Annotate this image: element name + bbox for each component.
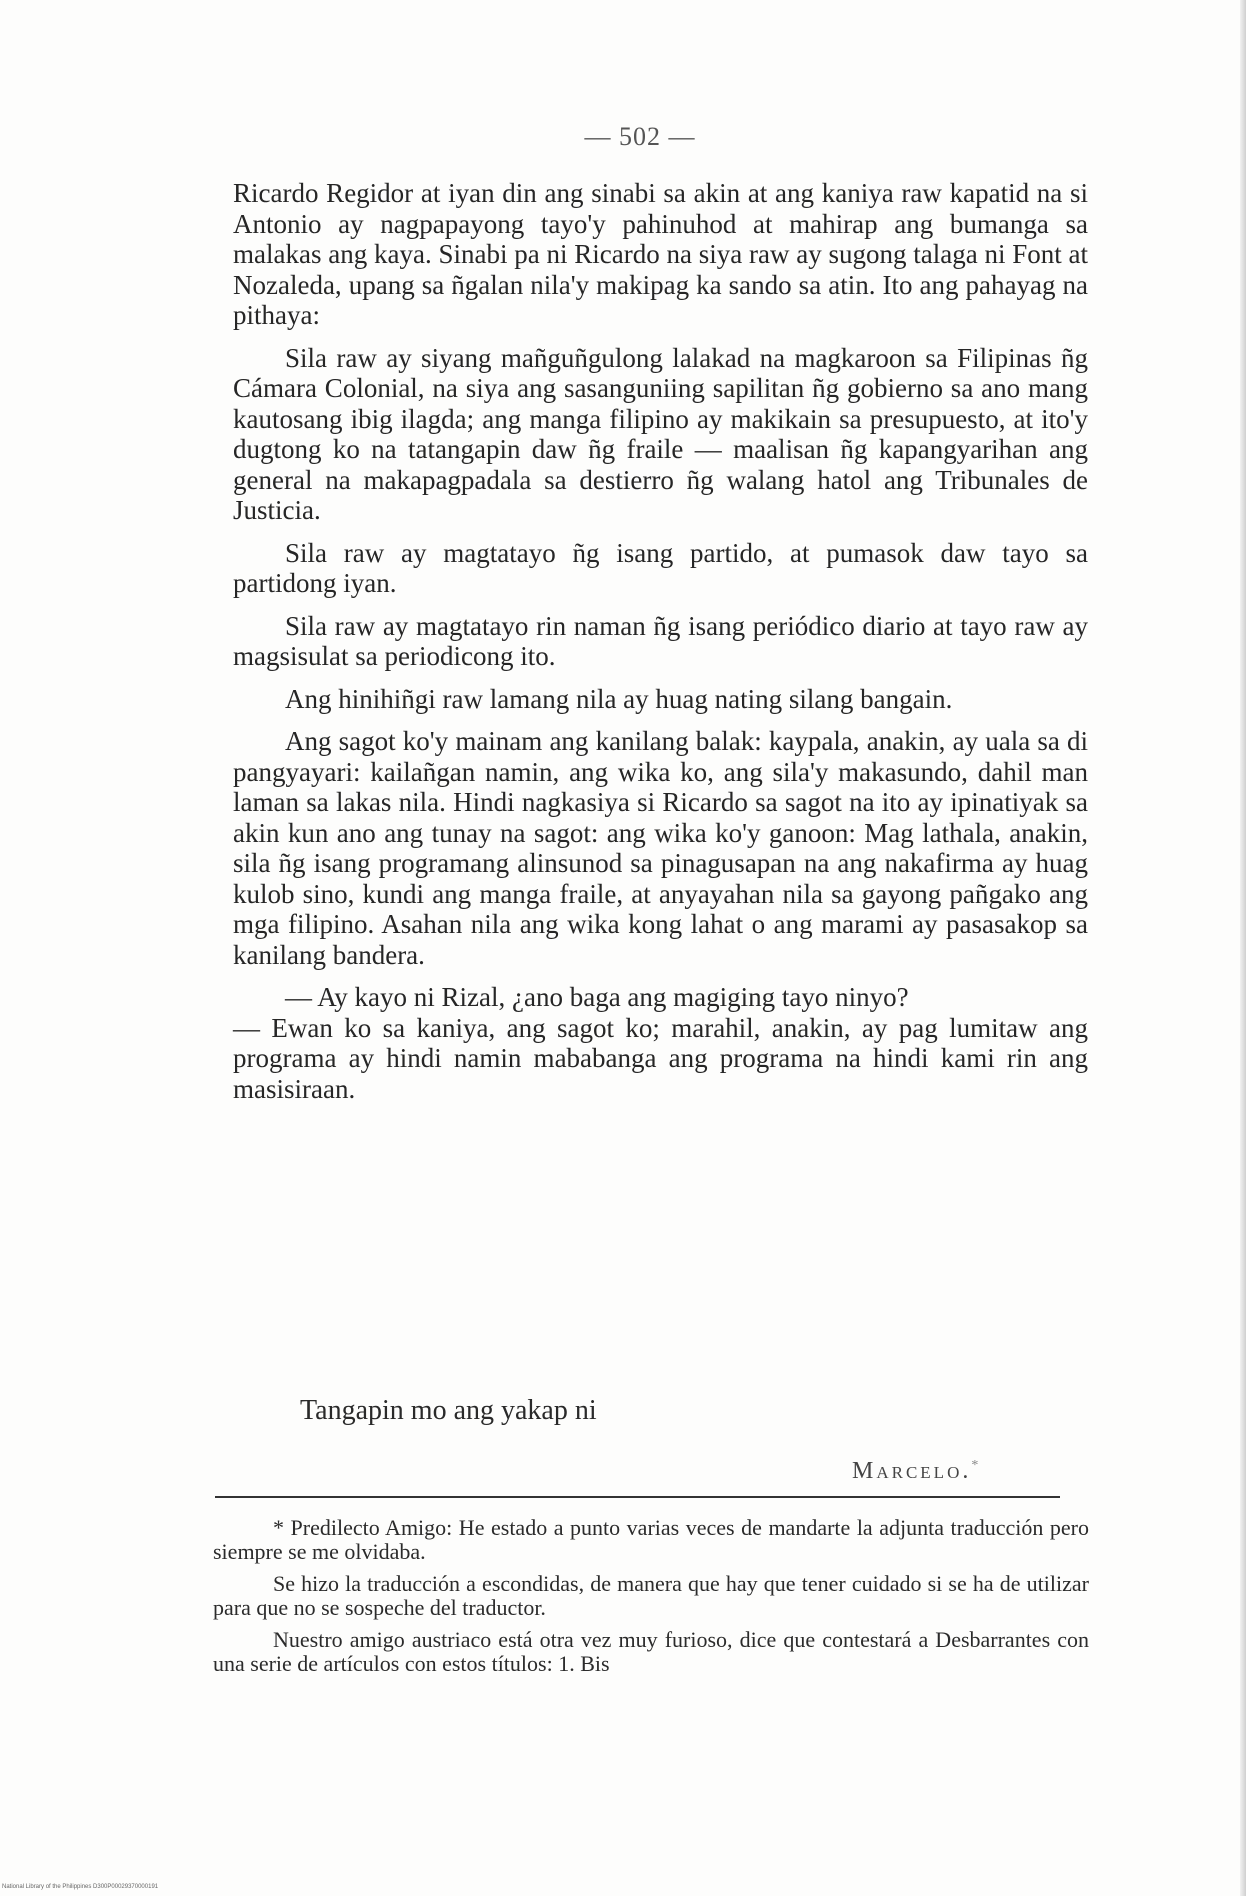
- paragraph-1: Ricardo Regidor at iyan din ang sinabi sa akin at ang kaniya raw kapatid na si Antonio ay nagpapayong tayo'y pahinuhod at mahirap ang bumanga sa malakas ang kaya. Sinabi pa ni Ricardo na siya raw ay sugong talaga ni Font at Nozaleda, upang sa ñgalan nila'y makipag ka sando sa atin. Ito ang pahayag na pithaya:: [233, 178, 1088, 330]
- paragraph-2: Sila raw ay siyang mañguñgulong lalakad na magkaroon sa Filipinas ñg Cámara Colonial, na siya ang sasanguniing sapilitan ñg gobierno sa ano mang kautosang ibig ilagda; ang manga filipino ay makikain sa presupuesto, at ito'y dugtong ko na tatangapin daw ñg fraile — maalisan ñg kapangyarihan ang general na makapagpadala sa destierro ñg walang hatol ang Tribunales de Justicia.: [233, 342, 1088, 525]
- signature-footnote-mark: *: [971, 1458, 982, 1473]
- page-number: — 502 —: [584, 122, 696, 151]
- archive-credit: National Library of the Philippines D300P00029370000191: [2, 1884, 159, 1890]
- dialog-line-2: — Ewan ko sa kaniya, ang sagot ko; marahil, anakin, ay pag lumitaw ang programa ay hindi namin mababanga ang programa na hindi kami rin ang masisiraan.: [233, 1012, 1088, 1104]
- footnote-separator: [215, 1496, 1060, 1498]
- paragraph-6: Ang sagot ko'y mainam ang kanilang balak: kaypala, anakin, ay uala sa di pangyayari: kailañgan namin, ang wika ko, ang sila'y makasundo, dahil man laman sa lakas nila. Hindi nagkasiya si Ricardo sa sagot na ito ay ipinatiyak sa akin kun ano ang tunay na sagot: ang wika ko'y ganoon: Mag lathala, anakin, sila ñg isang programang alinsunod sa pinagusapan na ang nakafirma ay huag kulob sino, kundi ang manga fraile, at anyayahan nila sa gayong pañgako ang mga filipino. Asahan nila ang wika kong lahat o ang marami ay pasasakop sa kanilang bandera.: [233, 726, 1088, 970]
- paragraph-5: Ang hinihiñgi raw lamang nila ay huag nating silang bangain.: [285, 683, 953, 714]
- signature: [852, 1458, 1052, 1485]
- footnote-3: Nuestro amigo austriaco está otra vez muy furioso, dice que contestará a Desbarrantes con una serie de artículos con estos títulos: 1. Bis: [213, 1627, 1089, 1676]
- paragraph-3: Sila raw ay magtatayo ñg isang partido, at pumasok daw tayo sa partidong iyan.: [233, 537, 1088, 598]
- footnote-2: Se hizo la traducción a escondidas, de manera que hay que tener cuidado si se ha de utilizar para que no se sospeche del traductor.: [213, 1571, 1089, 1620]
- dialog-line-1: — Ay kayo ni Rizal, ¿ano baga ang magiging tayo ninyo?: [285, 982, 909, 1012]
- footnotes: [213, 1516, 1089, 1684]
- paragraph-4: Sila raw ay magtatayo rin naman ñg isang periódico diario at tayo raw ay magsisulat sa periodicong ito.: [233, 610, 1088, 671]
- page-edge-shadow: [1240, 0, 1246, 1896]
- signature-name: Marcelo.: [852, 1458, 972, 1484]
- letter-body: [233, 178, 1088, 1116]
- footnote-1: * Predilecto Amigo: He estado a punto varias veces de mandarte la adjunta traducción pero siempre se me olvidaba.: [213, 1515, 1089, 1564]
- closing-line: Tangapin mo ang yakap ni: [300, 1395, 597, 1426]
